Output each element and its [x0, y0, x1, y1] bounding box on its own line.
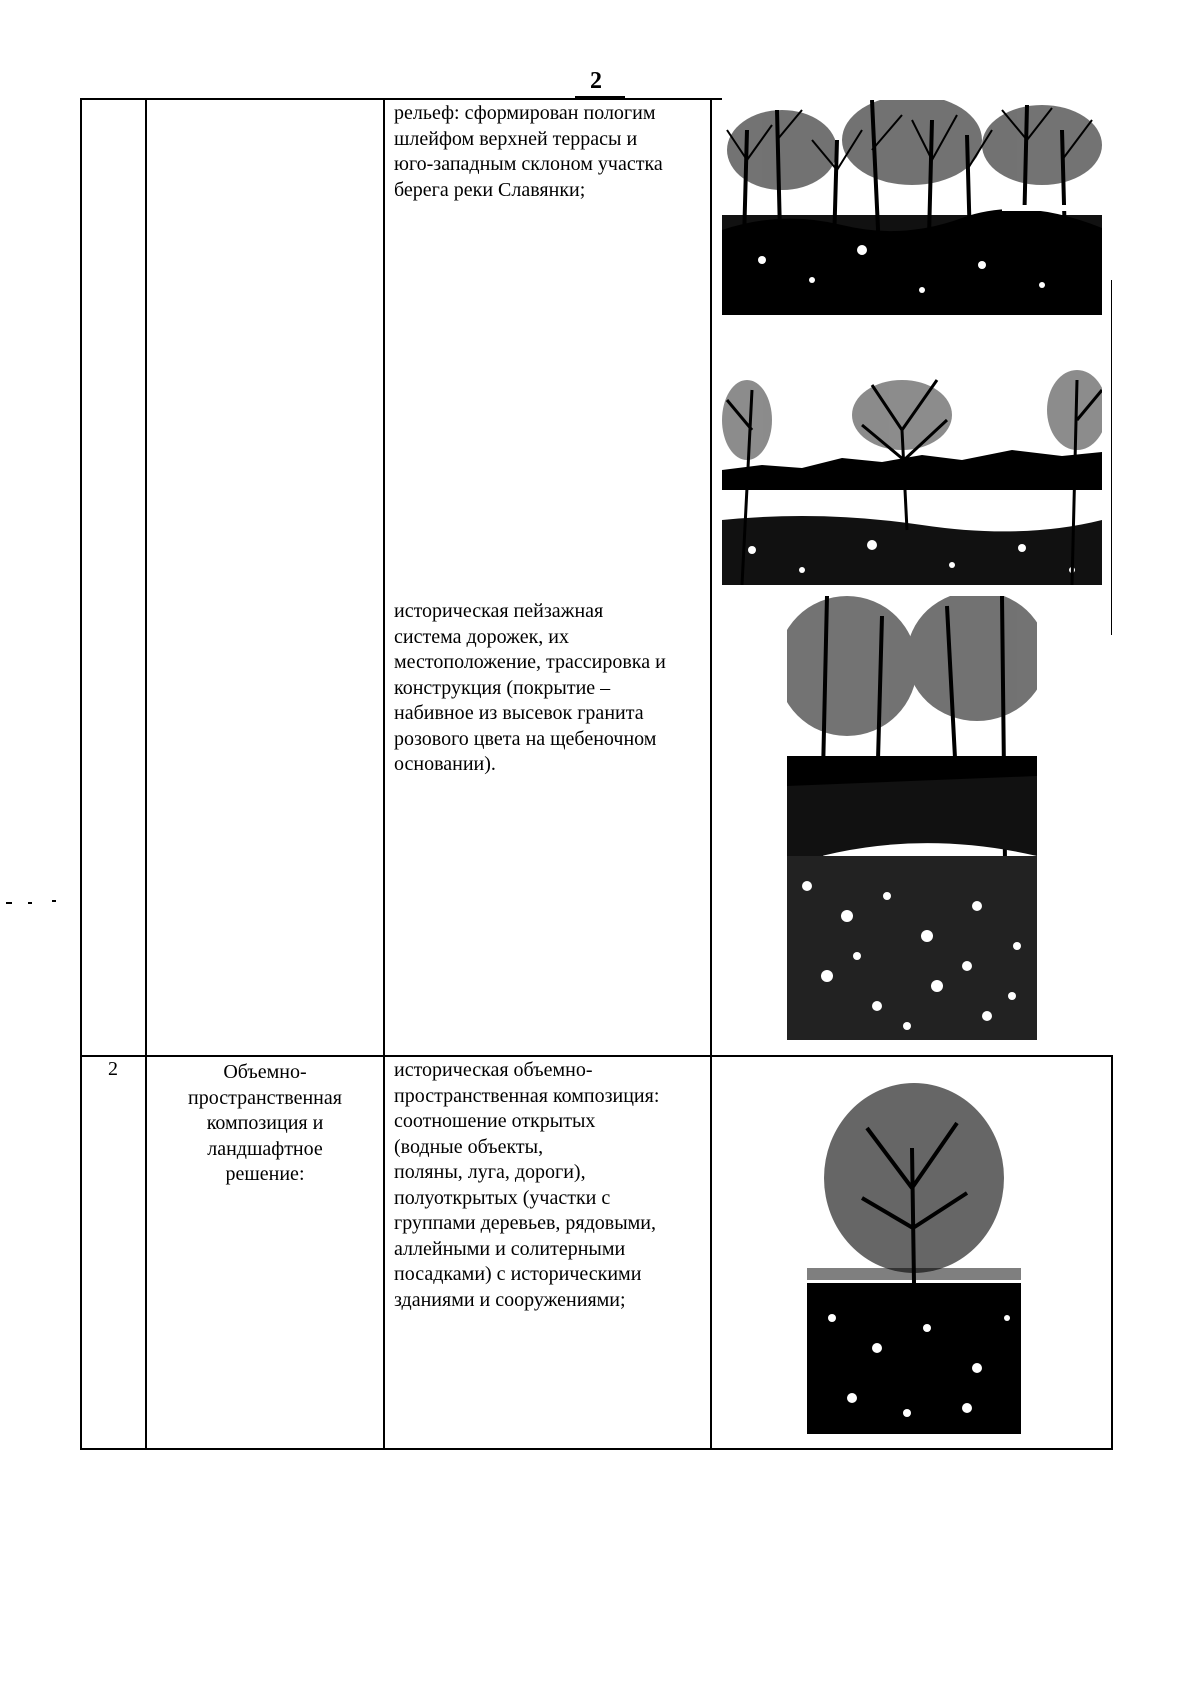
scan-speck — [6, 902, 12, 904]
row1-paths-text: историческая пейзажная система дорожек, их местоположение, трассировка и конструкция (покрытие – набивное из высевок гранита розового цвета на щебеночном основании). — [394, 600, 666, 775]
page-number: 2 — [590, 68, 602, 94]
col-divider-3 — [710, 98, 712, 1450]
photo-park-trees — [722, 100, 1102, 315]
row-divider — [80, 1055, 1113, 1057]
photo-meadow-village — [722, 370, 1102, 585]
table-left-border — [80, 98, 82, 1450]
scan-speck — [28, 902, 32, 904]
col-divider-2 — [383, 98, 385, 1450]
row2-composition-text: историческая объемно- пространственная композиция: соотношение открытых (водные объекты, поляны, луга, дороги), полуоткрытых (участки с группами деревьев, рядовыми, аллейными и солитерными посадками) с историческими зданиями и сооружениями; — [394, 1059, 660, 1311]
row1-relief-text: рельеф: сформирован пологим шлейфом верхней террасы и юго-западным склоном участка берега реки Славянки; — [394, 102, 663, 201]
row2-number: 2 — [108, 1058, 118, 1080]
table-right-border — [1111, 1055, 1113, 1450]
photo-path-leaves — [787, 596, 1037, 1040]
table-right-border-top — [1111, 280, 1112, 635]
col-divider-1 — [145, 98, 147, 1450]
scan-speck — [52, 900, 56, 902]
table-bottom-border — [80, 1448, 1113, 1450]
photo-solitary-tree — [807, 1068, 1021, 1434]
table-top-border — [80, 98, 722, 100]
row2-name: Объемно- пространственная композиция и ландшафтное решение: — [188, 1061, 342, 1185]
